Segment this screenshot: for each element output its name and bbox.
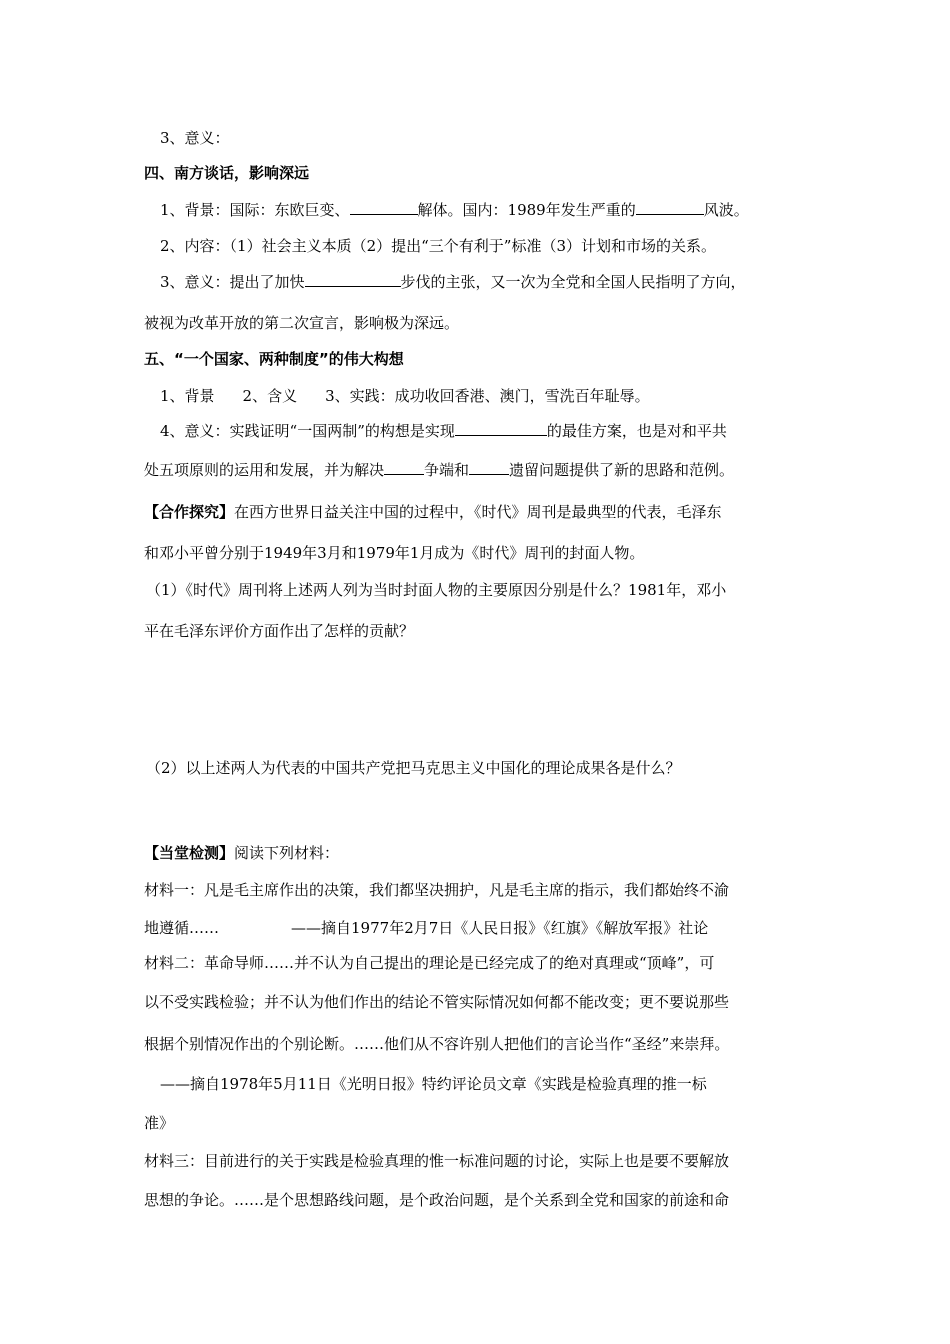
material-3-line1: 材料三：目前进行的关于实践是检验真理的惟一标准问题的讨论，实际上也是要不要解放 bbox=[144, 1152, 730, 1170]
section4-background-text-a: 1、背景：国际：东欧巨变、 bbox=[160, 201, 350, 219]
section5-item-practice: 3、实践：成功收回香港、澳门，雪洗百年耻辱。 bbox=[325, 387, 650, 405]
section4-significance-text-a: 3、意义：提出了加快 bbox=[160, 273, 305, 291]
section4-background-line bbox=[160, 200, 749, 220]
section4-heading: 四、南方谈话，影响深远 bbox=[144, 164, 310, 182]
material-2-source-line1: ——摘自1978年5月11日《光明日报》特约评论员文章《实践是检验真理的推一标 bbox=[160, 1075, 707, 1093]
section5-significance-text-d: 争端和 bbox=[424, 461, 470, 479]
fill-blank[interactable] bbox=[455, 421, 547, 436]
section5-significance-line bbox=[160, 421, 727, 441]
section3-item-significance: 3、意义： bbox=[160, 129, 230, 147]
in-class-test-intro: 阅读下列材料： bbox=[234, 844, 340, 862]
material-1-line2 bbox=[144, 918, 708, 938]
section4-significance-line bbox=[160, 272, 746, 292]
material-1-text: 地遵循…… bbox=[144, 919, 220, 937]
section5-significance-text-b: 的最佳方案，也是对和平共 bbox=[546, 422, 727, 440]
section5-significance-text-a: 4、意义：实践证明“一国两制”的构想是实现 bbox=[160, 422, 455, 440]
section4-background-text-b: 解体。国内：1989年发生严重的 bbox=[417, 201, 636, 219]
fill-blank[interactable] bbox=[469, 460, 509, 475]
section5-significance-text-e: 遗留问题提供了新的思路和范例。 bbox=[509, 461, 735, 479]
section5-heading: 五、“一个国家、两种制度”的伟大构想 bbox=[144, 350, 404, 368]
material-2-line3: 根据个别情况作出的个别论断。……他们从不容许别人把他们的言论当作“圣经”来崇拜。 bbox=[144, 1035, 730, 1053]
material-2-line2: 以不受实践检验；并不认为他们作出的结论不管实际情况如何都不能改变；更不要说那些 bbox=[144, 993, 730, 1011]
cooperative-inquiry-text1: 在西方世界日益关注中国的过程中，《时代》周刊是最典型的代表，毛泽东 bbox=[234, 503, 722, 521]
fill-blank[interactable] bbox=[305, 272, 401, 287]
section4-significance-text-b: 步伐的主张，又一次为全党和全国人民指明了方向， bbox=[400, 273, 746, 291]
section5-item-background: 1、背景 bbox=[160, 387, 215, 405]
material-1-line1: 材料一：凡是毛主席作出的决策，我们都坚决拥护，凡是毛主席的指示，我们都始终不渝 bbox=[144, 881, 730, 899]
section5-significance-cont bbox=[144, 460, 734, 480]
fill-blank[interactable] bbox=[350, 200, 418, 215]
section4-content-line: 2、内容：（1）社会主义本质（2）提出“三个有利于”标准（3）计划和市场的关系。 bbox=[160, 237, 717, 255]
material-2-line1: 材料二：革命导师……并不认为自己提出的理论是已经完成了的绝对真理或“顶峰”，可 bbox=[144, 954, 715, 972]
cooperative-inquiry-text2: 和邓小平曾分别于1949年3月和1979年1月成为《时代》周刊的封面人物。 bbox=[144, 544, 645, 562]
question-2: （2）以上述两人为代表的中国共产党把马克思主义中国化的理论成果各是什么？ bbox=[146, 759, 681, 777]
cooperative-inquiry-label: 【合作探究】 bbox=[144, 503, 235, 521]
fill-blank[interactable] bbox=[384, 460, 424, 475]
fill-blank[interactable] bbox=[636, 200, 704, 215]
question-1-line1: （1）《时代》周刊将上述两人列为当时封面人物的主要原因分别是什么？1981年，邓小 bbox=[146, 581, 727, 599]
in-class-test-line bbox=[144, 843, 339, 863]
section5-significance-text-c: 处五项原则的运用和发展，并为解决 bbox=[144, 461, 385, 479]
material-3-line2: 思想的争论。……是个思想路线问题，是个政治问题，是个关系到全党和国家的前途和命 bbox=[144, 1191, 730, 1209]
section5-items-line bbox=[160, 386, 650, 406]
cooperative-inquiry-line1 bbox=[144, 502, 722, 522]
section4-significance-cont: 被视为改革开放的第二次宣言，影响极为深远。 bbox=[144, 314, 460, 332]
section4-background-text-c: 风波。 bbox=[703, 201, 749, 219]
material-2-source-line2: 准》 bbox=[144, 1114, 175, 1132]
section5-item-meaning: 2、含义 bbox=[242, 387, 298, 405]
in-class-test-label: 【当堂检测】 bbox=[144, 844, 235, 862]
question-1-line2: 平在毛泽东评价方面作出了怎样的贡献？ bbox=[144, 622, 415, 640]
material-1-source: ——摘自1977年2月7日《人民日报》《红旗》《解放军报》社论 bbox=[291, 919, 709, 937]
